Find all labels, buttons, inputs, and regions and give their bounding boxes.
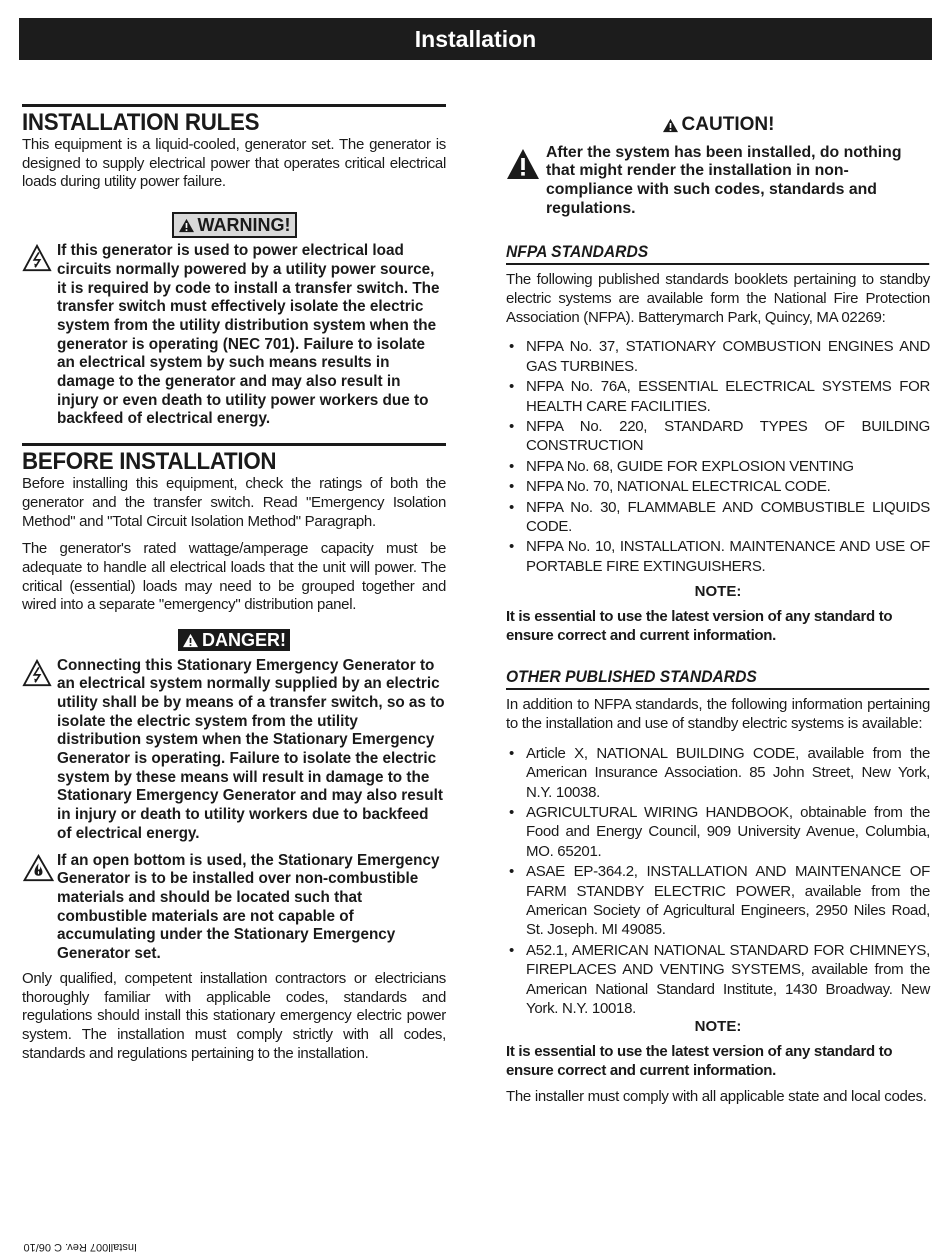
nfpa-standards-heading: NFPA STANDARDS <box>506 242 929 265</box>
nfpa-intro: The following published standards booklets pertaining to standby electric systems are available form the National Fire Protection Association (NFPA). Batterymarch Park, Quincy, MA 02269: <box>506 271 930 326</box>
danger-signal <box>22 629 446 653</box>
danger-label: DANGER! <box>202 630 286 651</box>
fire-hazard-icon <box>22 854 55 882</box>
nfpa-list <box>506 337 930 576</box>
warning-triangle-icon <box>662 118 679 133</box>
document-code-text: Install007 Rev. C 06/10 <box>23 1241 137 1253</box>
note-text: It is essential to use the latest version of any standard to ensure correct and current information. <box>506 1043 893 1080</box>
list-item: • NFPA No. 220, STANDARD TYPES OF BUILDING CONSTRUCTION <box>506 417 930 456</box>
list-item: • NFPA No. 10, INSTALLATION. MAINTENANCE AND USE OF PORTABLE FIRE EXTINGUISHERS. <box>506 537 930 576</box>
caution-text: After the system has been installed, do nothing that might render the installation in non-compliance with such codes, standards and regulations. <box>546 143 902 217</box>
danger-block <box>22 657 446 844</box>
fire-hazard-block <box>22 852 446 964</box>
exclamation-triangle-icon <box>506 148 540 180</box>
warning-label: WARNING! <box>197 215 291 236</box>
fire-hazard-text: If an open bottom is used, the Stationary Emergency Generator is to be installed over non-combustible materials and should be located such that combustible materials are not capable of accumulating under the Stationary Emergency Generator set. <box>57 851 440 963</box>
before-installation-heading: BEFORE INSTALLATION <box>22 448 277 476</box>
before-installation-paragraph-1: Before installing this equipment, check the ratings of both the generator and the transfer switch. Read "Emergency Isolation Method" and "Total Circuit Isolation Method" Paragraph. <box>22 475 446 530</box>
caution-label: CAUTION! <box>681 114 775 135</box>
other-standards-section <box>506 667 930 1107</box>
list-item: • AGRICULTURAL WIRING HANDBOOK, obtainable from the Food and Energy Council, 909 University Avenue, Columbia, MO. 65201. <box>506 803 930 861</box>
before-installation-paragraph-2: The generator's rated wattage/amperage capacity must be adequate to handle all electrical loads that the unit will power. The critical (essential) loads may need to be grouped together and wired into a separate "emergency" distribution panel. <box>22 540 446 614</box>
warning-block <box>22 242 446 429</box>
caution-badge <box>658 114 779 136</box>
electric-shock-icon <box>22 244 52 272</box>
warning-signal <box>22 212 446 238</box>
qualified-installer-paragraph: Only qualified, competent installation contractors or electricians thoroughly familiar with applicable codes, standards and regulations should install this stationary emergency electric power system. The installation must comply strictly with all codes, standards and regulations pertaining to the installation. <box>22 969 446 1062</box>
danger-text: Connecting this Stationary Emergency Generator to an electrical system normally supplied by an electric utility shall be by means of a transfer switch, so as to isolate the electric system from the utility distribution system when the Stationary Emergency Generator is operating. Failure to isolate the electric system by these means will result in damage to the Stationary Emergency Generator and may also result in injury or death to utility workers due to backfeed of electrical energy. <box>57 656 445 842</box>
installation-rules-intro: This equipment is a liquid-cooled, generator set. The generator is designed to supply electrical power that operates critical electrical loads during utility power failure. <box>22 136 446 191</box>
document-code <box>22 1240 137 1253</box>
list-item: • NFPA No. 68, GUIDE FOR EXPLOSION VENTING <box>506 457 930 476</box>
note-text: It is essential to use the latest version of any standard to ensure correct and current information. <box>506 608 893 645</box>
page-title: Installation <box>414 26 537 52</box>
list-item: • NFPA No. 30, FLAMMABLE AND COMBUSTIBLE LIQUIDS CODE. <box>506 498 930 537</box>
warning-text: If this generator is used to power electrical load circuits normally powered by a utility power source, it is required by code to install a transfer switch. The transfer switch must effectively isolate the electric system from the utility distribution system when the generator is operating (NEC 701). Failure to isolate an electrical system by such means results in damage to the generator and may also result in injury or even death to utility power workers due to backfeed of electrical energy. <box>57 242 440 428</box>
note-label: NOTE: <box>694 583 742 601</box>
note-label: NOTE: <box>694 1018 742 1036</box>
danger-badge <box>178 629 290 651</box>
nfpa-section <box>506 242 930 645</box>
list-item: • NFPA No. 37, STATIONARY COMBUSTION ENGINES AND GAS TURBINES. <box>506 337 930 376</box>
page-header <box>19 18 932 60</box>
list-item: • Article X, NATIONAL BUILDING CODE, available from the American Insurance Association. 85 John Street, New York, N.Y. 10038. <box>506 744 930 802</box>
warning-triangle-icon <box>182 633 199 648</box>
list-item: • A52.1, AMERICAN NATIONAL STANDARD FOR CHIMNEYS, FIREPLACES AND VENTING SYSTEMS, available from the American National Standard Institute, 1430 Broadway. New York. N.Y. 10018. <box>506 941 930 1019</box>
list-item: • NFPA No. 70, NATIONAL ELECTRICAL CODE. <box>506 477 930 496</box>
right-column <box>506 114 930 1107</box>
list-item: • NFPA No. 76A, ESSENTIAL ELECTRICAL SYSTEMS FOR HEALTH CARE FACILITIES. <box>506 377 930 416</box>
left-column <box>22 104 446 1063</box>
installation-rules-heading: INSTALLATION RULES <box>22 109 260 136</box>
caution-signal <box>506 114 930 138</box>
installer-compliance-paragraph: The installer must comply with all applicable state and local codes. <box>506 1088 927 1106</box>
warning-triangle-icon <box>178 218 195 233</box>
warning-badge <box>172 212 297 238</box>
caution-block <box>506 144 930 219</box>
other-standards-heading: OTHER PUBLISHED STANDARDS <box>506 667 929 690</box>
list-item: • ASAE EP-364.2, INSTALLATION AND MAINTENANCE OF FARM STANDBY ELECTRIC POWER, available from the American Society of Agricultural Engineers, 2950 Niles Road, St. Joseph. MI 49085. <box>506 862 930 940</box>
other-standards-list <box>506 744 930 1019</box>
other-standards-intro: In addition to NFPA standards, the following information pertaining to the installation and use of standby electric systems is available: <box>506 696 930 732</box>
electric-shock-icon <box>22 659 52 687</box>
